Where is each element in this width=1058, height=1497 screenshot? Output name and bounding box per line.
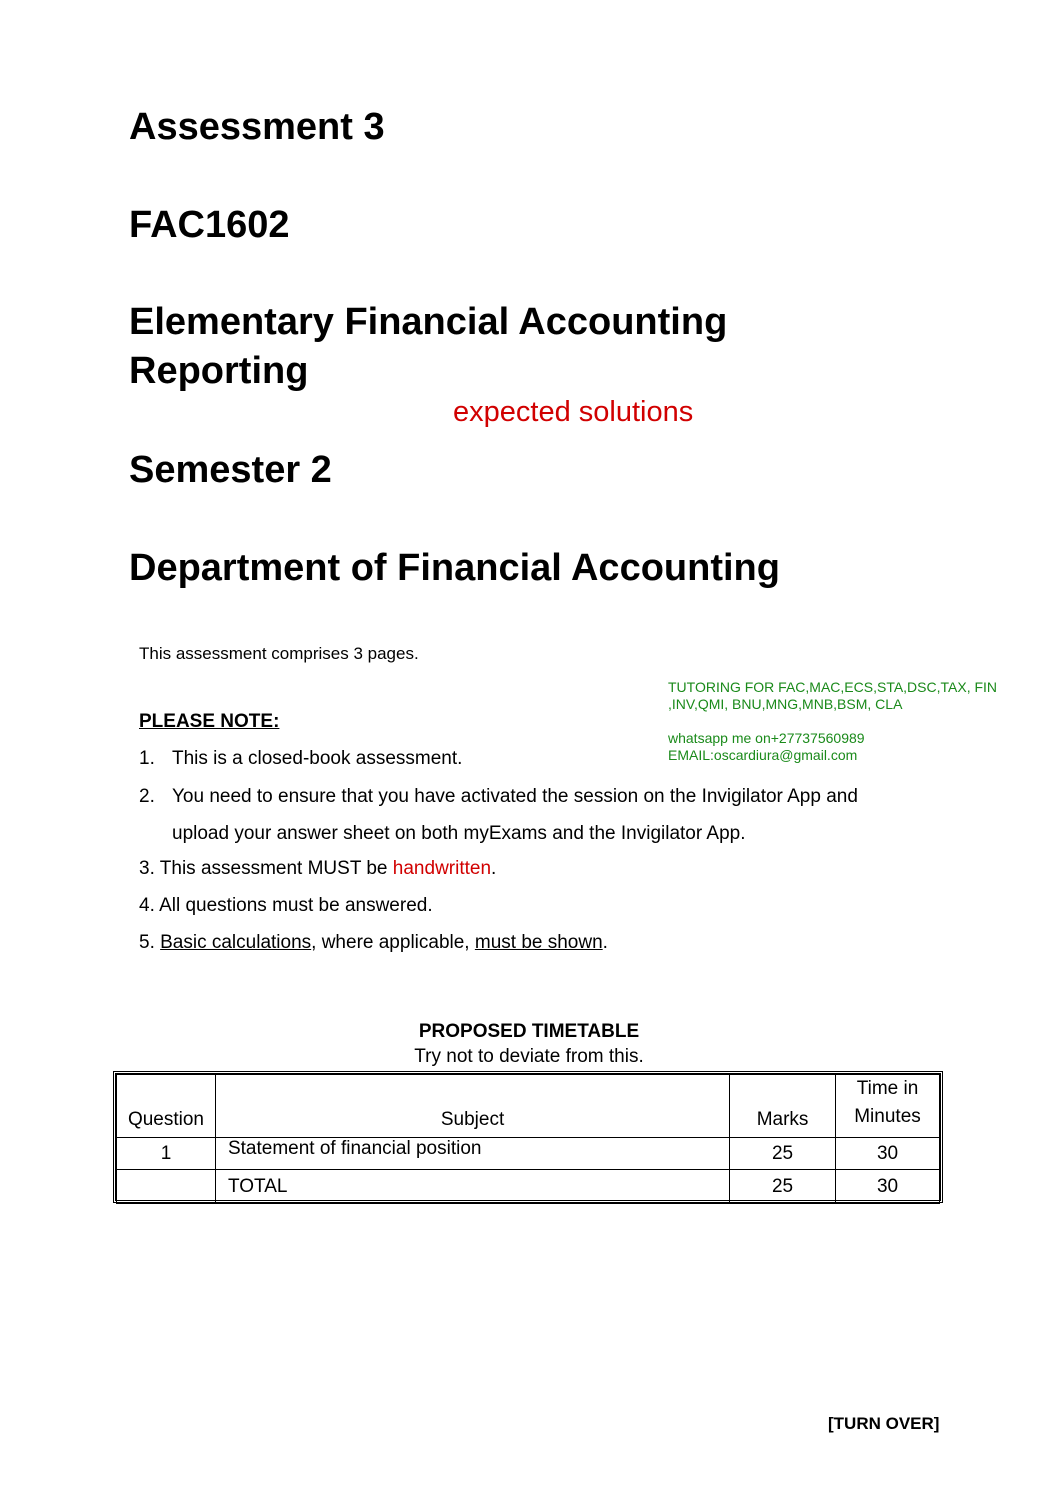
header-question: Question	[117, 1075, 216, 1138]
note-2-number: 2.	[139, 786, 155, 807]
please-note-heading: PLEASE NOTE:	[139, 711, 280, 732]
subject-title-line1: Elementary Financial Accounting	[129, 301, 728, 343]
timetable	[116, 1074, 940, 1204]
promo-line-1: TUTORING FOR FAC,MAC,ECS,STA,DSC,TAX, FIN	[668, 679, 998, 695]
header-time	[836, 1075, 940, 1138]
row-2-marks: 25	[730, 1170, 836, 1204]
timetable-title: PROPOSED TIMETABLE	[418, 1021, 640, 1042]
row-1-marks: 25	[730, 1138, 836, 1170]
note-3	[139, 857, 496, 881]
row-2-subject: TOTAL	[215, 1170, 729, 1204]
row-2-question	[117, 1170, 216, 1204]
promo-line-4: EMAIL:oscardiura@gmail.com	[668, 747, 858, 763]
note-3-handwritten: handwritten	[392, 858, 492, 879]
page-count-note: This assessment comprises 3 pages.	[139, 644, 419, 663]
course-code: FAC1602	[129, 204, 290, 246]
note-5	[139, 931, 608, 955]
row-2-time: 30	[836, 1170, 940, 1204]
promo-line-2: ,INV,QMI, BNU,MNG,MNB,BSM, CLA	[668, 696, 903, 712]
note-5-must-be-shown: must be shown	[474, 932, 603, 953]
note-2-line1: You need to ensure that you have activated the session on the Invigilator App and	[172, 786, 858, 807]
table-row	[117, 1170, 940, 1204]
promo-line-3: whatsapp me on+27737560989	[668, 730, 865, 746]
note-3-suffix: .	[491, 858, 497, 879]
note-5-basic-calculations: Basic calculations	[160, 932, 312, 953]
note-5-prefix: 5.	[139, 932, 161, 953]
note-1: This is a closed-book assessment.	[172, 748, 463, 769]
row-1-subject: Statement of financial position	[215, 1138, 729, 1170]
note-1-number: 1.	[139, 748, 155, 769]
subject-title-line2: Reporting	[129, 350, 309, 392]
row-1-time: 30	[836, 1138, 940, 1170]
note-5-middle: , where applicable,	[311, 932, 475, 953]
note-2-line2: upload your answer sheet on both myExams and the Invigilator App.	[172, 823, 746, 844]
header-time-line1: Time in	[856, 1078, 919, 1099]
header-marks: Marks	[730, 1075, 836, 1138]
header-subject: Subject	[215, 1075, 729, 1138]
expected-solutions-stamp: expected solutions	[453, 396, 694, 428]
header-time-line2: Minutes	[854, 1106, 921, 1127]
timetable-subtitle: Try not to deviate from this.	[414, 1046, 644, 1067]
note-4: 4. All questions must be answered.	[139, 895, 433, 916]
assessment-title: Assessment 3	[129, 106, 385, 148]
table-row	[117, 1138, 940, 1170]
row-1-question: 1	[117, 1138, 216, 1170]
turn-over-footer: [TURN OVER]	[828, 1414, 940, 1433]
note-3-prefix: 3. This assessment MUST be	[139, 858, 393, 879]
note-5-suffix: .	[602, 932, 608, 953]
semester: Semester 2	[129, 449, 332, 491]
department: Department of Financial Accounting	[129, 547, 780, 589]
timetable-header-row	[117, 1075, 940, 1138]
